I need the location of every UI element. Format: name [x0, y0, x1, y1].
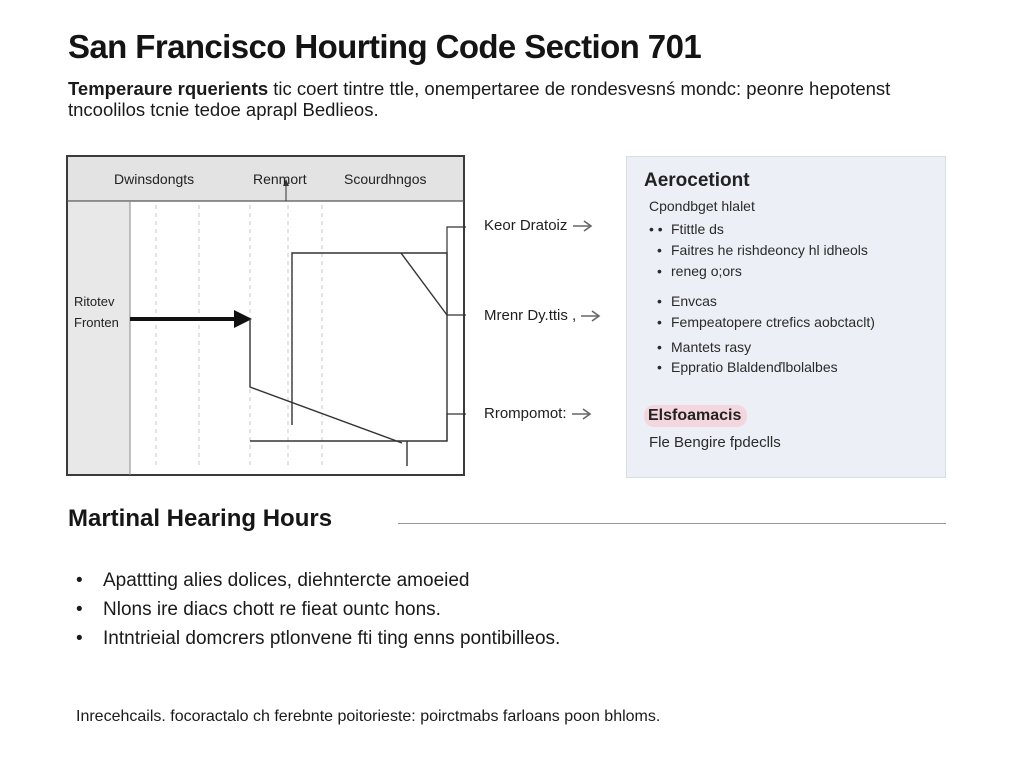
callout-1	[484, 217, 594, 234]
bullet-icon: •	[76, 599, 83, 620]
panel-list-item-text: Eppratio Blaldenďlbolalbes	[671, 359, 838, 375]
bullet-icon: •	[657, 339, 662, 355]
diagram-row-label-2: Fronten	[74, 315, 119, 330]
callout-2-label: Mrenr Dy.ttis ,	[484, 307, 577, 324]
footnote: Inrecehcails. focoractalo ch ferebnte poitorieste: poirctmabs farloans poon bhloms.	[76, 708, 661, 725]
panel-list-item	[649, 221, 724, 237]
bullet-icon: •	[657, 359, 662, 375]
intro-lead: Temperaure rquerients	[68, 78, 269, 99]
panel-list-item-text: Fempeatopere ctrefics aobctaclt)	[671, 314, 875, 330]
bullet-icon: •	[76, 570, 83, 591]
panel-list-item-text: Faitres he rishdeoncy hl idheols	[671, 242, 868, 258]
panel-list-item	[649, 242, 868, 258]
bullet-icon: •	[657, 293, 662, 309]
bullet-icon: •	[657, 263, 662, 279]
section-bullet-list	[76, 566, 573, 653]
diagram-row-label-1: Ritotev	[74, 294, 115, 309]
diagram-canvas	[66, 155, 466, 477]
arrow-right-icon	[572, 220, 594, 232]
bullet-icon: •	[657, 242, 662, 258]
panel-subtitle: Cpondbget hlalet	[649, 198, 755, 214]
section-bullet-text: Apattting alies dolices, diehntercte amoeied	[103, 570, 470, 591]
diagram-header-1: Dwinsdongts	[114, 171, 195, 187]
arrow-right-icon	[580, 310, 602, 322]
intro-paragraph	[68, 78, 948, 120]
callout-2	[484, 307, 602, 324]
section-bullet-text: Nlons ire diacs chott re fieat ountc hons.	[103, 599, 441, 620]
floor-diagram	[66, 155, 466, 477]
section-bullet-text: Intntrieial domcrers ptlonvene fti ting enns pontibilleos.	[103, 628, 561, 649]
panel-list-item	[649, 293, 717, 309]
callout-3-label: Rrompomot:	[484, 405, 567, 422]
panel-list-item	[649, 263, 742, 279]
diagram-header-2: Renmort	[253, 171, 307, 187]
callout-3	[484, 405, 593, 422]
callout-1-label: Keor Dratoiz	[484, 217, 568, 234]
panel-list-item-text: Mantets rasy	[671, 339, 752, 355]
bullet-icon: •	[657, 314, 662, 330]
info-panel	[626, 156, 946, 478]
section-bullet-item	[76, 595, 573, 624]
section-divider	[398, 523, 946, 524]
section-heading: Martinal Hearing Hours	[68, 505, 333, 532]
arrow-right-icon	[571, 408, 593, 420]
panel-list-item	[649, 359, 838, 375]
intro-text: tic coert tintre ttle, onempertaree de rondesvesnś mondc: peonre hepotenst tncoolilos tcnie tedoe aprapl Bedlieos.	[68, 78, 891, 120]
panel-footer: Fle Bengire fpdeclls	[649, 434, 781, 451]
section-bullet-item	[76, 566, 573, 595]
bullet-icon: •	[76, 628, 83, 649]
page-title: San Francisco Hourting Code Section 701	[68, 28, 702, 65]
panel-list-item-text: reneg o;ors	[671, 263, 742, 279]
diagram-header-3: Scourdhngos	[344, 171, 427, 187]
panel-list-item	[649, 314, 875, 330]
panel-list-item-text: Envcas	[671, 293, 717, 309]
panel-list-item	[649, 339, 751, 355]
bullet-icon: • •	[649, 221, 663, 237]
panel-list-item-text: Ftittle ds	[671, 221, 724, 237]
section-bullet-item	[76, 624, 573, 653]
panel-badge: Elsfoamacis	[644, 405, 747, 427]
panel-title: Aerocetiont	[644, 170, 750, 191]
